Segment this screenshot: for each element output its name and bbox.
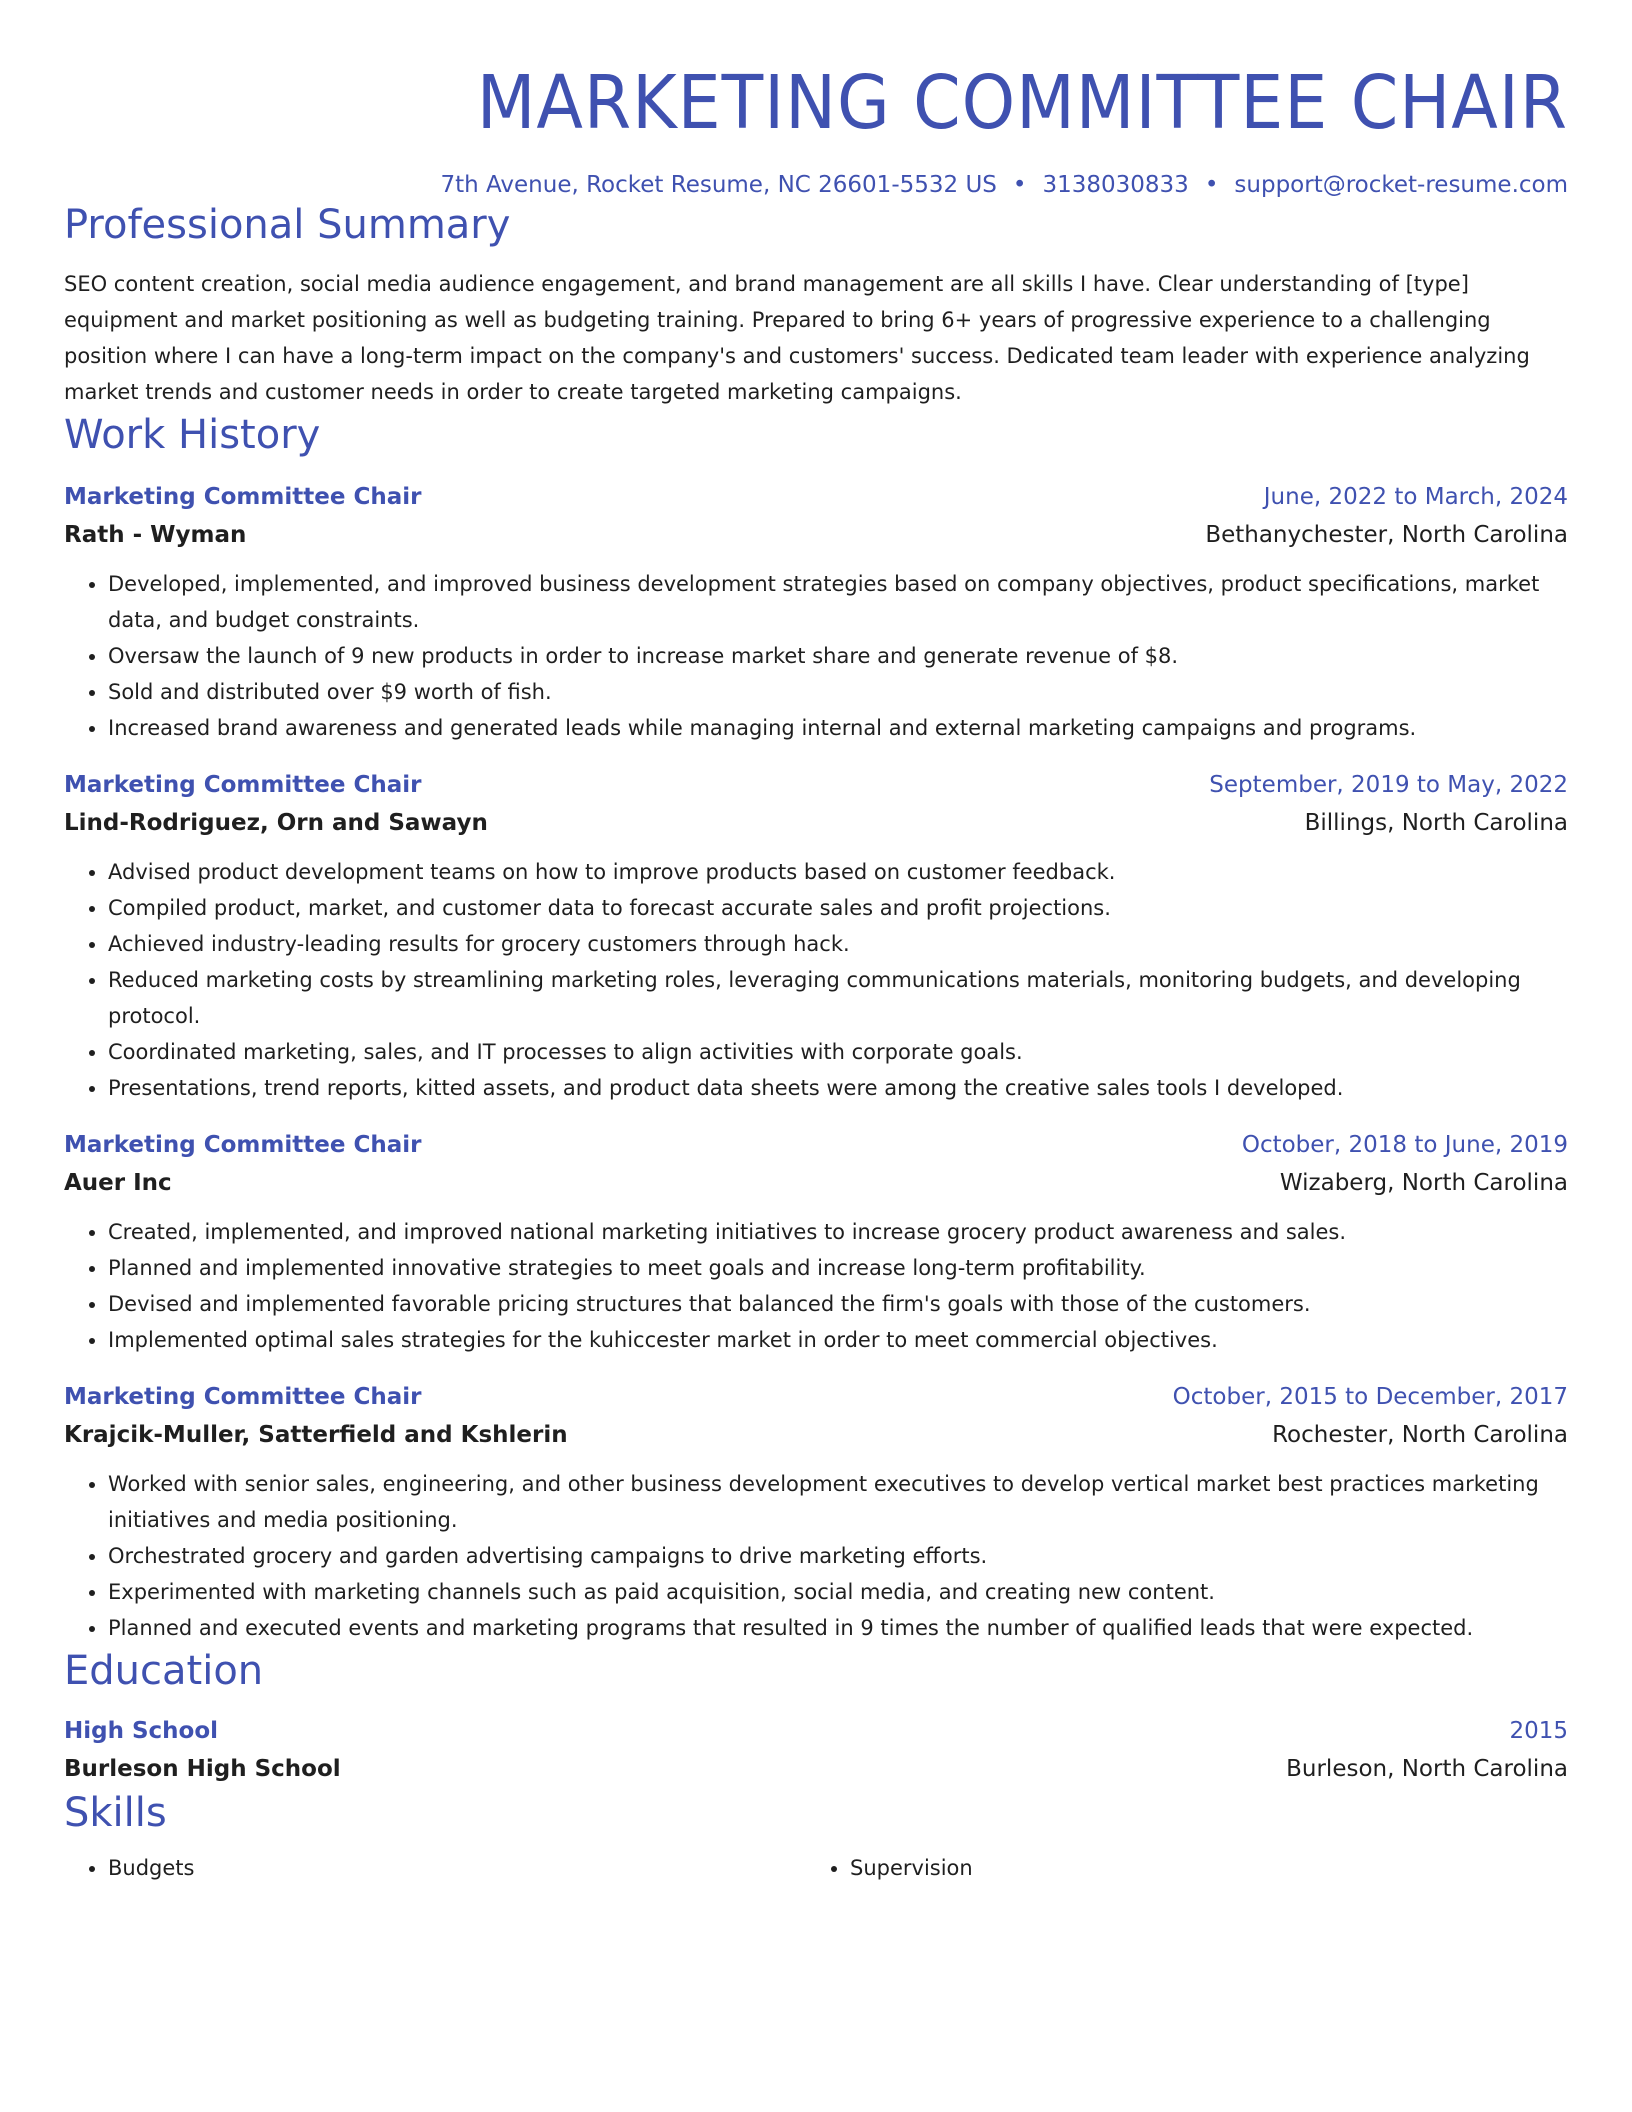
section-title-work-history: Work History bbox=[64, 412, 321, 458]
education-location: Burleson, North Carolina bbox=[1286, 1756, 1568, 1782]
job-bullet: • Implemented optimal sales strategies for the kuhiccester market in order to meet commercial objectives. bbox=[108, 1322, 1568, 1358]
job-entry bbox=[64, 1126, 1568, 1358]
job-role: Marketing Committee Chair bbox=[64, 1132, 422, 1158]
skills-list bbox=[64, 1850, 1568, 1886]
resume-page bbox=[64, 0, 1568, 1886]
summary-text: SEO content creation, social media audience engagement, and brand management are all skills I have. Clear understanding of [type] equipment and market positioning as well as budgeting training. Prepared to bring 6+ years of progressive experience to a challenging position where I can have a long-term impact on the company's and customers' success. Dedicated team leader with experience analyzing market trends and customer needs in order to create targeted marketing campaigns. bbox=[64, 272, 1530, 404]
job-dates: June, 2022 to March, 2024 bbox=[1263, 484, 1568, 510]
skill-item: • Supervision bbox=[850, 1850, 1548, 1886]
work-history-list bbox=[64, 478, 1568, 1646]
job-bullets bbox=[64, 566, 1568, 746]
job-company: Auer Inc bbox=[64, 1170, 172, 1196]
job-bullet: • Advised product development teams on how to improve products based on customer feedback. bbox=[108, 854, 1568, 890]
job-bullet: • Experimented with marketing channels such as paid acquisition, social media, and creating new content. bbox=[108, 1574, 1568, 1610]
job-bullet: • Reduced marketing costs by streamlining marketing roles, leveraging communications materials, monitoring budgets, and developing protocol. bbox=[108, 962, 1568, 1034]
job-bullet: • Sold and distributed over $9 worth of fish. bbox=[108, 674, 1568, 710]
job-location: Billings, North Carolina bbox=[1304, 810, 1568, 836]
job-bullet: • Planned and implemented innovative strategies to meet goals and increase long-term profitability. bbox=[108, 1250, 1568, 1286]
job-bullet: • Orchestrated grocery and garden advertising campaigns to drive marketing efforts. bbox=[108, 1538, 1568, 1574]
job-bullets bbox=[64, 1214, 1568, 1358]
job-bullet: • Worked with senior sales, engineering, and other business development executives to develop vertical market best practices marketing initiatives and media positioning. bbox=[108, 1466, 1568, 1538]
job-bullet: • Increased brand awareness and generated leads while managing internal and external marketing campaigns and programs. bbox=[108, 710, 1568, 746]
education-school: Burleson High School bbox=[64, 1756, 341, 1782]
job-bullet: • Planned and executed events and marketing programs that resulted in 9 times the number of qualified leads that were expected. bbox=[108, 1610, 1568, 1646]
education-year: 2015 bbox=[1509, 1718, 1568, 1744]
job-dates: September, 2019 to May, 2022 bbox=[1209, 772, 1568, 798]
job-dates: October, 2015 to December, 2017 bbox=[1172, 1384, 1568, 1410]
job-entry bbox=[64, 1378, 1568, 1646]
job-location: Wizaberg, North Carolina bbox=[1279, 1170, 1568, 1196]
resume-name: MARKETING COMMITTEE CHAIR bbox=[476, 60, 1569, 146]
section-title-education: Education bbox=[64, 1648, 264, 1694]
skills-column-right bbox=[806, 1850, 1548, 1886]
section-title-skills: Skills bbox=[64, 1790, 167, 1836]
job-role: Marketing Committee Chair bbox=[64, 1384, 422, 1410]
job-bullets bbox=[64, 854, 1568, 1106]
job-dates: October, 2018 to June, 2019 bbox=[1241, 1132, 1568, 1158]
job-bullet: • Oversaw the launch of 9 new products in order to increase market share and generate revenue of $8. bbox=[108, 638, 1568, 674]
job-bullet: • Presentations, trend reports, kitted assets, and product data sheets were among the creative sales tools I developed. bbox=[108, 1070, 1568, 1106]
contact-email: support@rocket-resume.com bbox=[1234, 172, 1568, 198]
job-entry bbox=[64, 766, 1568, 1106]
contact-address: 7th Avenue, Rocket Resume, NC 26601-5532 US bbox=[440, 172, 997, 198]
job-company: Rath - Wyman bbox=[64, 522, 247, 548]
contact-line bbox=[64, 170, 1568, 200]
job-entry bbox=[64, 478, 1568, 746]
job-company: Krajcik-Muller, Satterfield and Kshlerin bbox=[64, 1422, 568, 1448]
skill-item: • Budgets bbox=[108, 1850, 806, 1886]
job-location: Rochester, North Carolina bbox=[1272, 1422, 1568, 1448]
job-company: Lind-Rodriguez, Orn and Sawayn bbox=[64, 810, 488, 836]
job-bullet: • Created, implemented, and improved national marketing initiatives to increase grocery product awareness and sales. bbox=[108, 1214, 1568, 1250]
contact-separator: • bbox=[1012, 172, 1027, 198]
job-role: Marketing Committee Chair bbox=[64, 772, 422, 798]
job-role: Marketing Committee Chair bbox=[64, 484, 422, 510]
skills-column-left bbox=[64, 1850, 806, 1886]
education-entry bbox=[64, 1712, 1568, 1788]
job-bullet: • Coordinated marketing, sales, and IT processes to align activities with corporate goals. bbox=[108, 1034, 1568, 1070]
job-bullet: • Achieved industry-leading results for grocery customers through hack. bbox=[108, 926, 1568, 962]
job-location: Bethanychester, North Carolina bbox=[1205, 522, 1568, 548]
job-bullet: • Developed, implemented, and improved business development strategies based on company objectives, product specifications, market data, and budget constraints. bbox=[108, 566, 1568, 638]
contact-separator: • bbox=[1204, 172, 1219, 198]
contact-phone: 3138030833 bbox=[1042, 172, 1189, 198]
job-bullet: • Devised and implemented favorable pricing structures that balanced the firm's goals with those of the customers. bbox=[108, 1286, 1568, 1322]
education-degree: High School bbox=[64, 1718, 219, 1744]
job-bullets bbox=[64, 1466, 1568, 1646]
job-bullet: • Compiled product, market, and customer data to forecast accurate sales and profit projections. bbox=[108, 890, 1568, 926]
section-title-summary: Professional Summary bbox=[64, 202, 511, 248]
